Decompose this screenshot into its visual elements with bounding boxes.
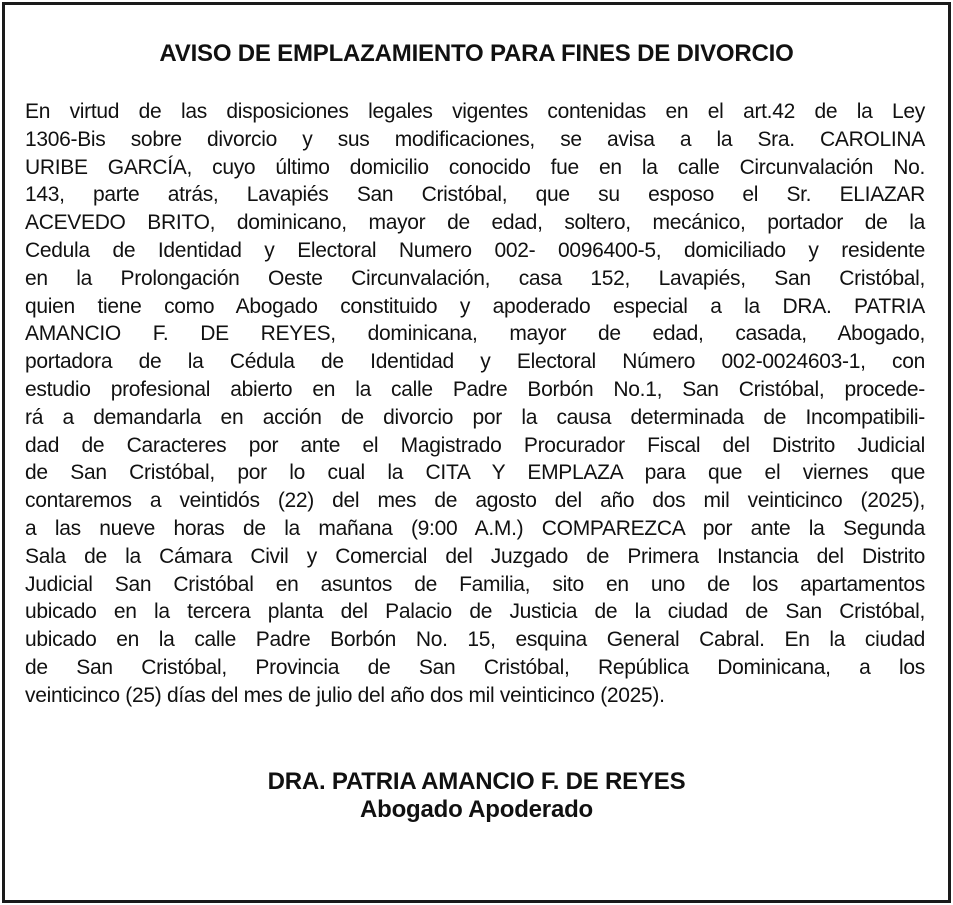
body-line: ubicado en la calle Padre Borbón No. 15, esquina General Cabral. En la ciudad (25, 628, 925, 652)
signature-block (0, 768, 953, 824)
body-line: en la Prolongación Oeste Circunvalación, casa 152, Lavapiés, San Cristóbal, (25, 266, 925, 290)
body-line: En virtud de las disposiciones legales vigentes contenidas en el art.42 de la Ley (25, 100, 925, 123)
body-line: contaremos a veintidós (22) del mes de agosto del año dos mil veinticinco (2025), (25, 489, 925, 513)
signer-name: DRA. PATRIA AMANCIO F. DE REYES (267, 768, 686, 795)
signer-role: Abogado Apoderado (359, 796, 594, 823)
body-line: a las nueve horas de la mañana (9:00 A.M.) COMPAREZCA por ante la Segunda (25, 516, 925, 540)
body-line: Judicial San Cristóbal en asuntos de Familia, sito en uno de los apartamentos (25, 572, 925, 596)
body-line: estudio profesional abierto en la calle Padre Borbón No.1, San Cristóbal, procede- (25, 377, 925, 401)
body-line: Cedula de Identidad y Electoral Numero 002- 0096400-5, domiciliado y residente (25, 238, 925, 262)
body-line: 143, parte atrás, Lavapiés San Cristóbal, que su esposo el Sr. ELIAZAR (25, 183, 925, 207)
body-line: AMANCIO F. DE REYES, dominicana, mayor de edad, casada, Abogado, (25, 322, 925, 346)
body-line: veinticinco (25) días del mes de julio del año dos mil veinticinco (2025). (25, 683, 665, 707)
body-line: 1306-Bis sobre divorcio y sus modificaciones, se avisa a la Sra. CAROLINA (25, 127, 925, 151)
body-line: de San Cristóbal, Provincia de San Cristóbal, República Dominicana, a los (25, 655, 925, 679)
body-line: quien tiene como Abogado constituido y apoderado especial a la DRA. PATRIA (25, 294, 925, 318)
body-line: ubicado en la tercera planta del Palacio de Justicia de la ciudad de San Cristóbal, (25, 600, 925, 624)
body-line: ACEVEDO BRITO, dominicano, mayor de edad, soltero, mecánico, portador de la (25, 211, 925, 235)
body-line: URIBE GARCÍA, cuyo último domicilio conocido fue en la calle Circunvalación No. (25, 155, 925, 179)
body-line: Sala de la Cámara Civil y Comercial del Juzgado de Primera Instancia del Distrito (25, 544, 925, 568)
body-line: rá a demandarla en acción de divorcio por la causa determinada de Incompatibili- (25, 405, 925, 429)
body-line: de San Cristóbal, por lo cual la CITA Y EMPLAZA para que el viernes que (25, 461, 925, 485)
notice-title: AVISO DE EMPLAZAMIENTO PARA FINES DE DIVORCIO (159, 40, 794, 67)
body-line: dad de Caracteres por ante el Magistrado Procurador Fiscal del Distrito Judicial (25, 433, 925, 457)
notice-body (25, 98, 925, 710)
body-line: portadora de la Cédula de Identidad y Electoral Número 002-0024603-1, con (25, 350, 925, 374)
